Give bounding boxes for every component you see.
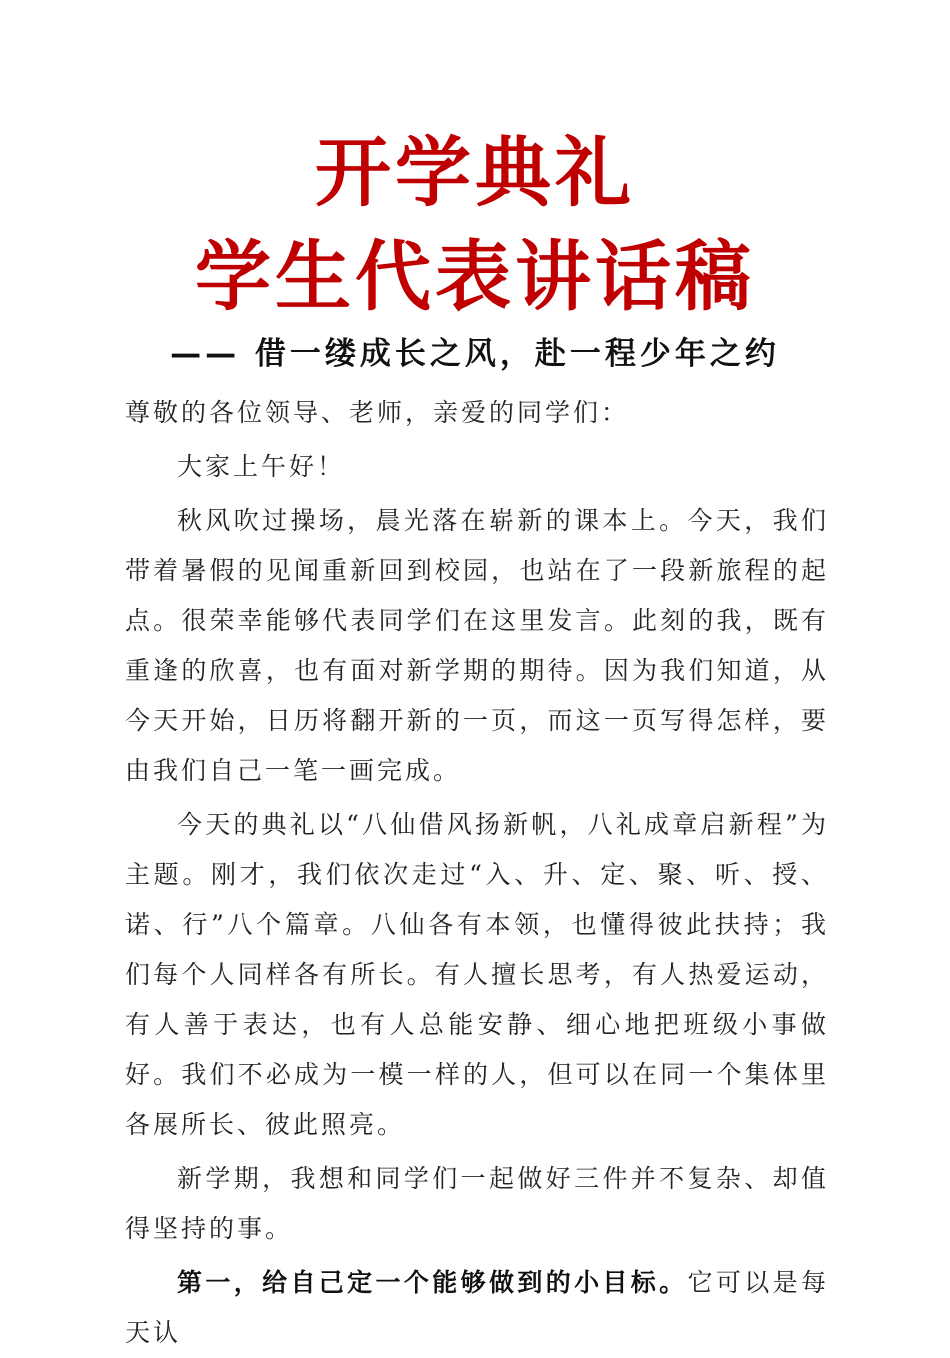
paragraph-4-text: 它可以是每天认 bbox=[125, 1268, 829, 1347]
title-line-2: 学生代表讲话稿 bbox=[195, 232, 755, 321]
salutation: 尊敬的各位领导、老师，亲爱的同学们： bbox=[125, 398, 630, 427]
paragraph-4-bold-lead: 第一，给自己定一个能够做到的小目标。 bbox=[177, 1268, 688, 1297]
paragraph-3: 新学期，我想和同学们一起做好三件并不复杂、却值得坚持的事。 bbox=[125, 1164, 829, 1243]
speech-body bbox=[125, 388, 829, 1358]
title-line-1: 开学典礼 bbox=[315, 128, 635, 217]
paragraph-2: 今天的典礼以“八仙借风扬新帆，八礼成章启新程”为主题。刚才，我们依次走过“入、升、定、聚、听、授、诺、行”八个篇章。八仙各有本领，也懂得彼此扶持；我们每个人同样各有所长。有人擅长思考，有人热爱运动，有人善于表达，也有人总能安静、细心地把班级小事做好。我们不必成为一模一样的人，但可以在同一个集体里各展所长、彼此照亮。 bbox=[125, 810, 829, 1139]
subtitle: —— 借一缕成长之风，赴一程少年之约 bbox=[170, 336, 780, 372]
greeting: 大家上午好！ bbox=[177, 452, 346, 481]
paragraph-1: 秋风吹过操场，晨光落在崭新的课本上。今天，我们带着暑假的见闻重新回到校园，也站在了一段新旅程的起点。很荣幸能够代表同学们在这里发言。此刻的我，既有重逢的欣喜，也有面对新学期的期待。因为我们知道，从今天开始，日历将翻开新的一页，而这一页写得怎样，要由我们自己一笔一画完成。 bbox=[125, 506, 829, 785]
paragraph-4 bbox=[125, 1258, 829, 1358]
